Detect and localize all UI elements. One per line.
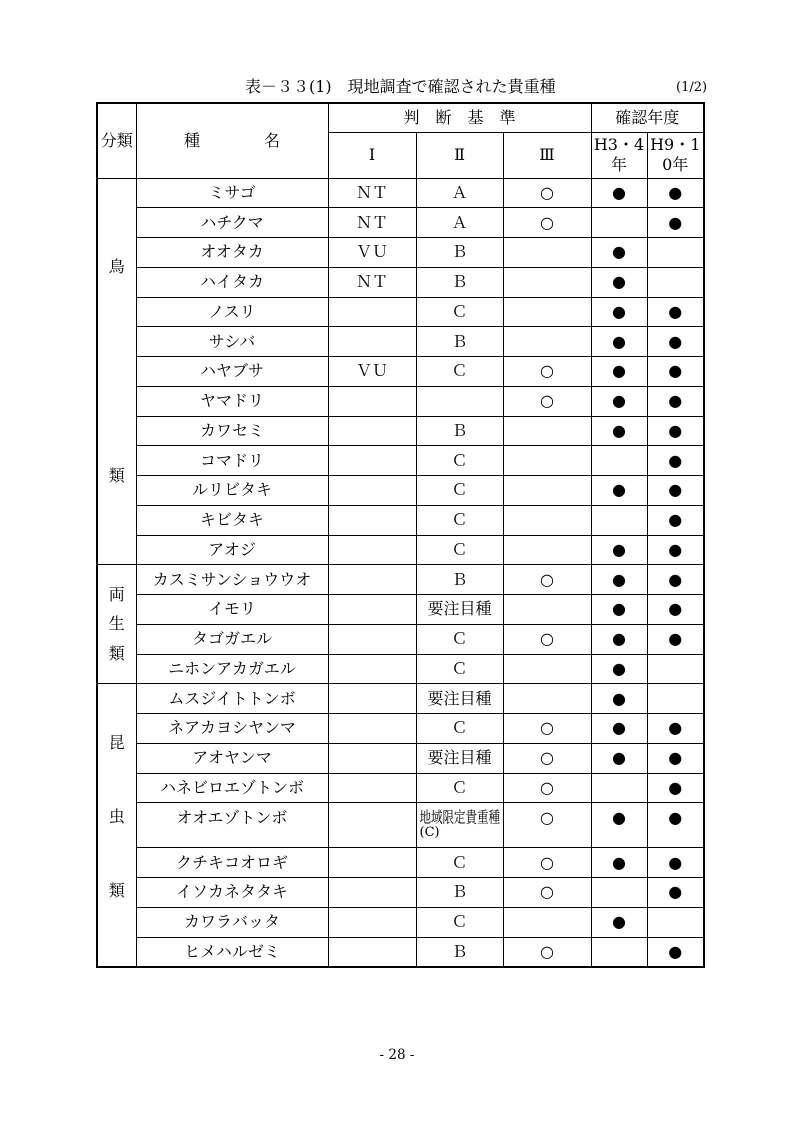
rare-species-table — [96, 102, 705, 968]
criteria-1-cell — [328, 535, 416, 565]
species-name: ハヤブサ — [136, 357, 328, 387]
year-h3-4-mark: ● — [591, 714, 647, 744]
year-h3-4-mark — [591, 208, 647, 238]
header-species-name: 種 名 — [136, 103, 328, 178]
category-label — [98, 585, 136, 664]
year-h9-10-mark — [647, 907, 704, 937]
header-year-h9-10: H9・10年 — [647, 132, 704, 178]
criteria-3-mark: ○ — [503, 357, 591, 387]
criteria-1-cell — [328, 624, 416, 654]
table-row — [97, 773, 704, 803]
table-row — [97, 803, 704, 848]
table-row — [97, 595, 704, 625]
table-row — [97, 624, 704, 654]
table-row — [97, 267, 704, 297]
criteria-2-cell: Ｂ — [416, 937, 503, 967]
criteria-1-cell — [328, 595, 416, 625]
year-h3-4-mark: ● — [591, 624, 647, 654]
criteria-1-cell: ＮＴ — [328, 178, 416, 208]
table-row — [97, 535, 704, 565]
table-row — [97, 937, 704, 967]
year-h3-4-mark: ● — [591, 386, 647, 416]
criteria-1-cell — [328, 654, 416, 684]
year-h9-10-mark — [647, 654, 704, 684]
page-indicator: (1/2) — [676, 80, 708, 95]
year-h3-4-mark — [591, 937, 647, 967]
criteria-2-cell: Ｃ — [416, 907, 503, 937]
year-h3-4-mark: ● — [591, 684, 647, 714]
criteria-3-mark — [503, 595, 591, 625]
table-row — [97, 848, 704, 878]
category-label-char: 昆 — [108, 733, 125, 752]
criteria-3-mark — [503, 505, 591, 535]
species-name: ハイタカ — [136, 267, 328, 297]
criteria-3-mark: ○ — [503, 773, 591, 803]
year-h9-10-mark: ● — [647, 773, 704, 803]
year-h9-10-mark: ● — [647, 803, 704, 848]
criteria-2-cell: Ｃ — [416, 505, 503, 535]
year-h3-4-mark: ● — [591, 654, 647, 684]
table-row — [97, 208, 704, 238]
category-label-char: 類 — [108, 465, 125, 485]
criteria-2-cell: Ｃ — [416, 714, 503, 744]
criteria-1-cell — [328, 773, 416, 803]
species-name: オオエゾトンボ — [136, 803, 328, 848]
table-row — [97, 386, 704, 416]
criteria-3-mark — [503, 535, 591, 565]
page-number: - 28 - — [379, 1047, 415, 1063]
criteria-3-mark: ○ — [503, 743, 591, 773]
year-h9-10-mark: ● — [647, 565, 704, 595]
category-label — [98, 733, 136, 901]
species-name: クチキコオロギ — [136, 848, 328, 878]
species-name: ニホンアカガエル — [136, 654, 328, 684]
year-h3-4-mark: ● — [591, 357, 647, 387]
year-h9-10-mark: ● — [647, 208, 704, 238]
criteria-2-cell: Ｂ — [416, 327, 503, 357]
year-h3-4-mark: ● — [591, 267, 647, 297]
criteria-3-mark: ○ — [503, 178, 591, 208]
criteria-2-cell — [416, 386, 503, 416]
criteria-3-mark: ○ — [503, 624, 591, 654]
year-h3-4-mark: ● — [591, 595, 647, 625]
table-row — [97, 416, 704, 446]
species-name: イソカネタタキ — [136, 878, 328, 908]
table-row — [97, 714, 704, 744]
criteria-2-cell: Ａ — [416, 178, 503, 208]
species-name: タゴガエル — [136, 624, 328, 654]
species-name: サシバ — [136, 327, 328, 357]
criteria-1-cell — [328, 446, 416, 476]
header-category: 分類 — [97, 103, 136, 178]
criteria-2-cell: Ｃ — [416, 476, 503, 506]
species-name: オオタカ — [136, 238, 328, 268]
year-h3-4-mark: ● — [591, 743, 647, 773]
criteria-1-cell — [328, 878, 416, 908]
criteria-3-mark — [503, 446, 591, 476]
criteria-3-mark: ○ — [503, 565, 591, 595]
criteria-3-mark — [503, 476, 591, 506]
criteria-2-cell — [416, 803, 503, 848]
criteria-3-mark — [503, 684, 591, 714]
criteria-1-cell — [328, 297, 416, 327]
year-h3-4-mark — [591, 878, 647, 908]
year-h3-4-mark: ● — [591, 907, 647, 937]
criteria-2-line: 地域限定貴重種 — [419, 807, 500, 827]
table-row — [97, 327, 704, 357]
year-h3-4-mark: ● — [591, 178, 647, 208]
criteria-3-mark: ○ — [503, 937, 591, 967]
year-h9-10-mark: ● — [647, 595, 704, 625]
species-name: カワラバッタ — [136, 907, 328, 937]
criteria-3-mark: ○ — [503, 803, 591, 848]
table-row — [97, 357, 704, 387]
year-h3-4-mark: ● — [591, 416, 647, 446]
criteria-2-cell: Ｃ — [416, 357, 503, 387]
table-row — [97, 446, 704, 476]
year-h9-10-mark: ● — [647, 476, 704, 506]
table-row — [97, 907, 704, 937]
species-name: コマドリ — [136, 446, 328, 476]
criteria-1-cell: ＶＵ — [328, 238, 416, 268]
criteria-1-cell: ＮＴ — [328, 267, 416, 297]
criteria-2-cell: 要注目種 — [416, 743, 503, 773]
year-h3-4-mark — [591, 505, 647, 535]
year-h9-10-mark: ● — [647, 416, 704, 446]
criteria-2-cell: Ｃ — [416, 446, 503, 476]
criteria-2-cell: Ｃ — [416, 773, 503, 803]
species-name: アオジ — [136, 535, 328, 565]
criteria-1-cell — [328, 907, 416, 937]
criteria-1-cell: ＮＴ — [328, 208, 416, 238]
category-cell — [97, 178, 136, 565]
criteria-3-mark: ○ — [503, 848, 591, 878]
criteria-3-mark — [503, 267, 591, 297]
year-h9-10-mark: ● — [647, 743, 704, 773]
category-label-char: 生 — [108, 614, 125, 634]
year-h9-10-mark — [647, 238, 704, 268]
species-name: ルリビタキ — [136, 476, 328, 506]
year-h9-10-mark: ● — [647, 297, 704, 327]
year-h3-4-mark: ● — [591, 848, 647, 878]
year-h3-4-mark: ● — [591, 297, 647, 327]
criteria-3-mark — [503, 238, 591, 268]
criteria-2-cell: Ｃ — [416, 654, 503, 684]
category-label — [98, 257, 136, 486]
category-cell — [97, 565, 136, 684]
criteria-1-cell — [328, 714, 416, 744]
category-label-char: 虫 — [108, 807, 125, 826]
species-name: カスミサンショウウオ — [136, 565, 328, 595]
criteria-1-cell — [328, 327, 416, 357]
criteria-3-mark: ○ — [503, 714, 591, 744]
year-h9-10-mark — [647, 684, 704, 714]
table-row — [97, 684, 704, 714]
species-name: ミサゴ — [136, 178, 328, 208]
criteria-2-cell: 要注目種 — [416, 595, 503, 625]
species-name: ヤマドリ — [136, 386, 328, 416]
criteria-1-cell — [328, 848, 416, 878]
year-h9-10-mark: ● — [647, 937, 704, 967]
criteria-1-cell — [328, 386, 416, 416]
species-name: ヒメハルゼミ — [136, 937, 328, 967]
header-criteria-3: Ⅲ — [503, 132, 591, 178]
criteria-1-cell — [328, 743, 416, 773]
criteria-2-cell: Ｃ — [416, 624, 503, 654]
year-h3-4-mark: ● — [591, 476, 647, 506]
species-name: ノスリ — [136, 297, 328, 327]
species-name: ムスジイトトンボ — [136, 684, 328, 714]
criteria-2-cell: 要注目種 — [416, 684, 503, 714]
table-row — [97, 565, 704, 595]
year-h3-4-mark: ● — [591, 565, 647, 595]
year-h9-10-mark — [647, 267, 704, 297]
criteria-2-cell: Ａ — [416, 208, 503, 238]
table-row — [97, 476, 704, 506]
year-h3-4-mark — [591, 446, 647, 476]
criteria-2-line: (C) — [419, 825, 440, 841]
criteria-2-cell: Ｂ — [416, 416, 503, 446]
year-h9-10-mark: ● — [647, 848, 704, 878]
table-row — [97, 178, 704, 208]
criteria-2-cell: Ｃ — [416, 848, 503, 878]
year-h9-10-mark: ● — [647, 505, 704, 535]
header-confirmation-year: 確認年度 — [591, 103, 704, 132]
year-h9-10-mark: ● — [647, 446, 704, 476]
species-name: イモリ — [136, 595, 328, 625]
criteria-1-cell — [328, 937, 416, 967]
criteria-3-mark — [503, 416, 591, 446]
category-label-char: 両 — [108, 584, 125, 604]
header-year-h3-4: H3・4年 — [591, 132, 647, 178]
table-header — [97, 103, 704, 178]
criteria-1-cell — [328, 476, 416, 506]
table-row — [97, 878, 704, 908]
criteria-2-cell: Ｂ — [416, 878, 503, 908]
table-body — [97, 178, 704, 967]
criteria-3-mark: ○ — [503, 208, 591, 238]
table-row — [97, 238, 704, 268]
year-h9-10-mark: ● — [647, 535, 704, 565]
year-h3-4-mark: ● — [591, 238, 647, 268]
year-h3-4-mark: ● — [591, 327, 647, 357]
criteria-1-cell: ＶＵ — [328, 357, 416, 387]
criteria-1-cell — [328, 416, 416, 446]
year-h3-4-mark — [591, 773, 647, 803]
header-criteria-2: Ⅱ — [416, 132, 503, 178]
year-h3-4-mark: ● — [591, 803, 647, 848]
year-h9-10-mark: ● — [647, 624, 704, 654]
criteria-3-mark — [503, 297, 591, 327]
header-criteria: 判 断 基 準 — [328, 103, 591, 132]
year-h9-10-mark: ● — [647, 327, 704, 357]
table-row — [97, 654, 704, 684]
year-h3-4-mark: ● — [591, 535, 647, 565]
category-label-char: 類 — [108, 881, 125, 900]
year-h9-10-mark: ● — [647, 386, 704, 416]
criteria-3-mark: ○ — [503, 878, 591, 908]
species-name: キビタキ — [136, 505, 328, 535]
table-row — [97, 297, 704, 327]
year-h9-10-mark: ● — [647, 878, 704, 908]
table-row — [97, 743, 704, 773]
criteria-2-cell: Ｂ — [416, 267, 503, 297]
criteria-2-cell: Ｂ — [416, 565, 503, 595]
criteria-1-cell — [328, 803, 416, 848]
category-label-char: 鳥 — [108, 256, 125, 276]
criteria-1-cell — [328, 565, 416, 595]
header-row-top — [97, 103, 704, 132]
criteria-2-cell: Ｃ — [416, 535, 503, 565]
criteria-2-cell: Ｂ — [416, 238, 503, 268]
year-h9-10-mark: ● — [647, 714, 704, 744]
species-name: カワセミ — [136, 416, 328, 446]
species-name: ハネビロエゾトンボ — [136, 773, 328, 803]
table-row — [97, 505, 704, 535]
species-name: ネアカヨシヤンマ — [136, 714, 328, 744]
criteria-2-cell: Ｃ — [416, 297, 503, 327]
species-name: アオヤンマ — [136, 743, 328, 773]
table-title: 表－３３(1) 現地調査で確認された貴重種 — [245, 77, 556, 96]
criteria-1-cell — [328, 684, 416, 714]
category-label-char: 類 — [108, 643, 125, 663]
species-name: ハチクマ — [136, 208, 328, 238]
criteria-1-cell — [328, 505, 416, 535]
year-h9-10-mark: ● — [647, 357, 704, 387]
year-h9-10-mark: ● — [647, 178, 704, 208]
criteria-3-mark — [503, 907, 591, 937]
criteria-3-mark — [503, 654, 591, 684]
criteria-3-mark — [503, 327, 591, 357]
header-criteria-1: Ⅰ — [328, 132, 416, 178]
criteria-3-mark: ○ — [503, 386, 591, 416]
category-cell — [97, 684, 136, 967]
